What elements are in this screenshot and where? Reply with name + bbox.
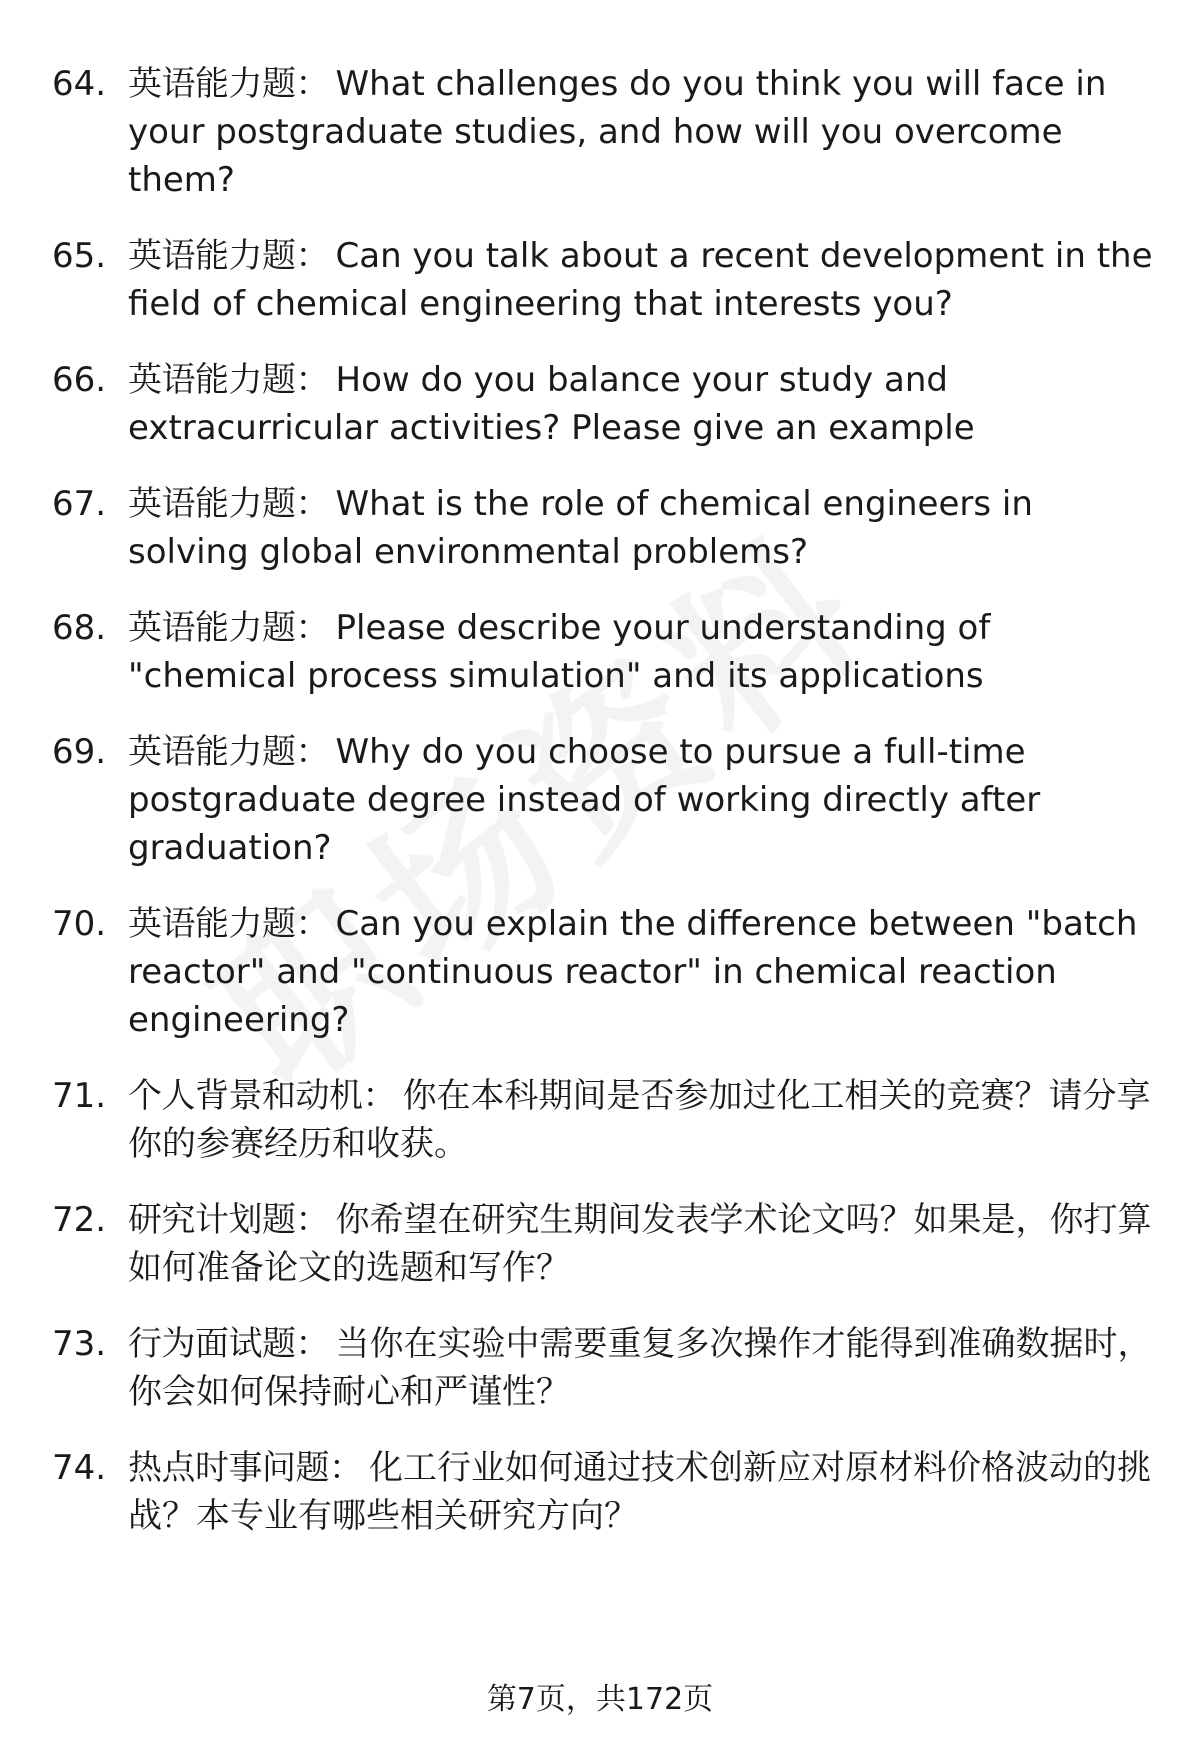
question-category: 热点时事问题 (128, 1448, 329, 1488)
question-category: 英语能力题 (128, 64, 296, 104)
question-item (52, 480, 1162, 576)
question-number: 72. (52, 1200, 107, 1240)
question-item (52, 1072, 1162, 1168)
question-item (52, 356, 1162, 452)
question-category: 英语能力题 (128, 236, 296, 276)
question-text: Can you talk about a recent development in the field of chemical engineering that interests you? (128, 236, 1153, 324)
question-number: 67. (52, 484, 107, 524)
question-body (128, 604, 1162, 700)
question-category: 研究计划题 (128, 1200, 296, 1240)
question-item (52, 232, 1162, 328)
question-number: 65. (52, 236, 107, 276)
question-body (128, 1196, 1162, 1292)
question-body (128, 1444, 1162, 1540)
question-category: 行为面试题 (128, 1324, 296, 1364)
question-body (128, 1072, 1162, 1168)
question-text: 你希望在研究生期间发表学术论文吗？如果是，你打算如何准备论文的选题和写作？ (128, 1200, 1152, 1288)
question-text: How do you balance your study and extracurricular activities? Please give an example (128, 360, 975, 448)
question-separator: ： (329, 1448, 363, 1488)
question-separator: ： (295, 732, 330, 772)
question-category: 英语能力题 (128, 732, 296, 772)
question-category: 英语能力题 (128, 608, 296, 648)
question-number: 71. (52, 1076, 107, 1116)
question-separator: ： (295, 1324, 330, 1364)
question-item (52, 60, 1162, 204)
question-item (52, 1444, 1162, 1540)
question-number: 64. (52, 64, 107, 104)
question-separator: ： (295, 904, 330, 944)
question-item (52, 728, 1162, 872)
question-body (128, 728, 1162, 872)
question-text: Can you explain the difference between "batch reactor" and "continuous reactor" in chemical reaction engineering? (128, 904, 1138, 1040)
question-list (52, 60, 1162, 1568)
question-body (128, 1320, 1162, 1416)
question-separator: ： (295, 1200, 330, 1240)
question-text: 你在本科期间是否参加过化工相关的竞赛？请分享你的参赛经历和收获。 (128, 1076, 1151, 1164)
question-text: Why do you choose to pursue a full-time postgraduate degree instead of working directly after graduation? (128, 732, 1041, 868)
question-separator: ： (295, 64, 330, 104)
question-body (128, 900, 1162, 1044)
question-number: 69. (52, 732, 107, 772)
question-body (128, 356, 1162, 452)
question-separator: ： (295, 484, 330, 524)
question-category: 英语能力题 (128, 904, 296, 944)
question-item (52, 604, 1162, 700)
question-text: 当你在实验中需要重复多次操作才能得到准确数据时，你会如何保持耐心和严谨性？ (128, 1324, 1152, 1412)
question-number: 70. (52, 904, 107, 944)
question-number: 73. (52, 1324, 107, 1364)
question-separator: ： (362, 1076, 397, 1116)
question-item (52, 900, 1162, 1044)
question-body (128, 480, 1162, 576)
question-text: 化工行业如何通过技术创新应对原材料价格波动的挑战？本专业有哪些相关研究方向？ (128, 1448, 1151, 1536)
question-number: 74. (52, 1448, 107, 1488)
question-category: 英语能力题 (128, 360, 296, 400)
question-category: 个人背景和动机 (128, 1076, 363, 1116)
page-footer (0, 1680, 1200, 1720)
question-body (128, 60, 1162, 204)
question-item (52, 1320, 1162, 1416)
question-text: What challenges do you think you will face in your postgraduate studies, and how will you overcome them? (128, 64, 1107, 200)
question-number: 68. (52, 608, 107, 648)
question-text: What is the role of chemical engineers in solving global environmental problems? (128, 484, 1033, 572)
question-item (52, 1196, 1162, 1292)
question-separator: ： (295, 360, 330, 400)
question-separator: ： (295, 608, 330, 648)
question-text: Please describe your understanding of "chemical process simulation" and its applications (128, 608, 991, 696)
question-category: 英语能力题 (128, 484, 296, 524)
page-number: 第7页，共172页 (486, 1682, 714, 1717)
question-body (128, 232, 1162, 328)
question-separator: ： (295, 236, 330, 276)
question-number: 66. (52, 360, 107, 400)
